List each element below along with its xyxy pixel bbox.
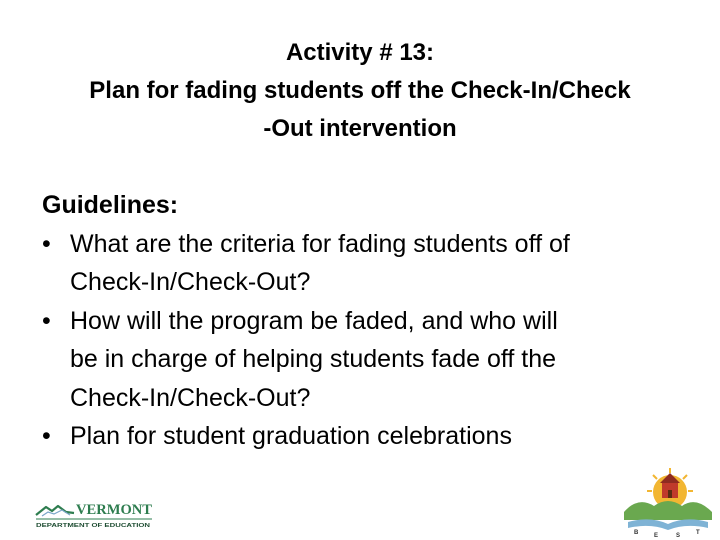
best-letter-b: B (634, 530, 639, 536)
list-item (42, 302, 692, 418)
bullet-line: Plan for student graduation celebrations (70, 422, 512, 450)
best-logo (620, 460, 715, 538)
guidelines-section (42, 186, 692, 456)
list-item (42, 417, 692, 456)
title-line-2: Plan for fading students off the Check-In/Check (89, 77, 631, 104)
vermont-logo (34, 498, 154, 530)
bullet-line: What are the criteria for fading students off of (70, 229, 570, 258)
slide-title (20, 34, 700, 148)
bullet-icon: • (42, 422, 51, 450)
schoolhouse-sun-icon (624, 468, 712, 530)
vermont-wordmark: VERMONT (76, 502, 152, 518)
best-letter-t: T (696, 530, 700, 536)
bullet-line: be in charge of helping students fade off the (70, 345, 557, 373)
list-item (42, 225, 692, 302)
bullet-line: Check-In/Check-Out? (70, 383, 311, 412)
guidelines-heading: Guidelines: (42, 191, 179, 219)
title-line-3: -Out intervention (263, 115, 457, 142)
bullet-line: How will the program be faded, and who will (70, 306, 558, 335)
vermont-subtitle: DEPARTMENT OF EDUCATION (36, 523, 150, 529)
title-line-1: Activity # 13: (285, 39, 435, 66)
bullet-line: Check-In/Check-Out? (70, 268, 311, 296)
guidelines-list (42, 225, 692, 456)
best-letter-e: E (654, 533, 659, 538)
best-letter-s: S (676, 533, 681, 538)
bullet-icon: • (42, 306, 51, 335)
bullet-icon: • (42, 229, 51, 258)
